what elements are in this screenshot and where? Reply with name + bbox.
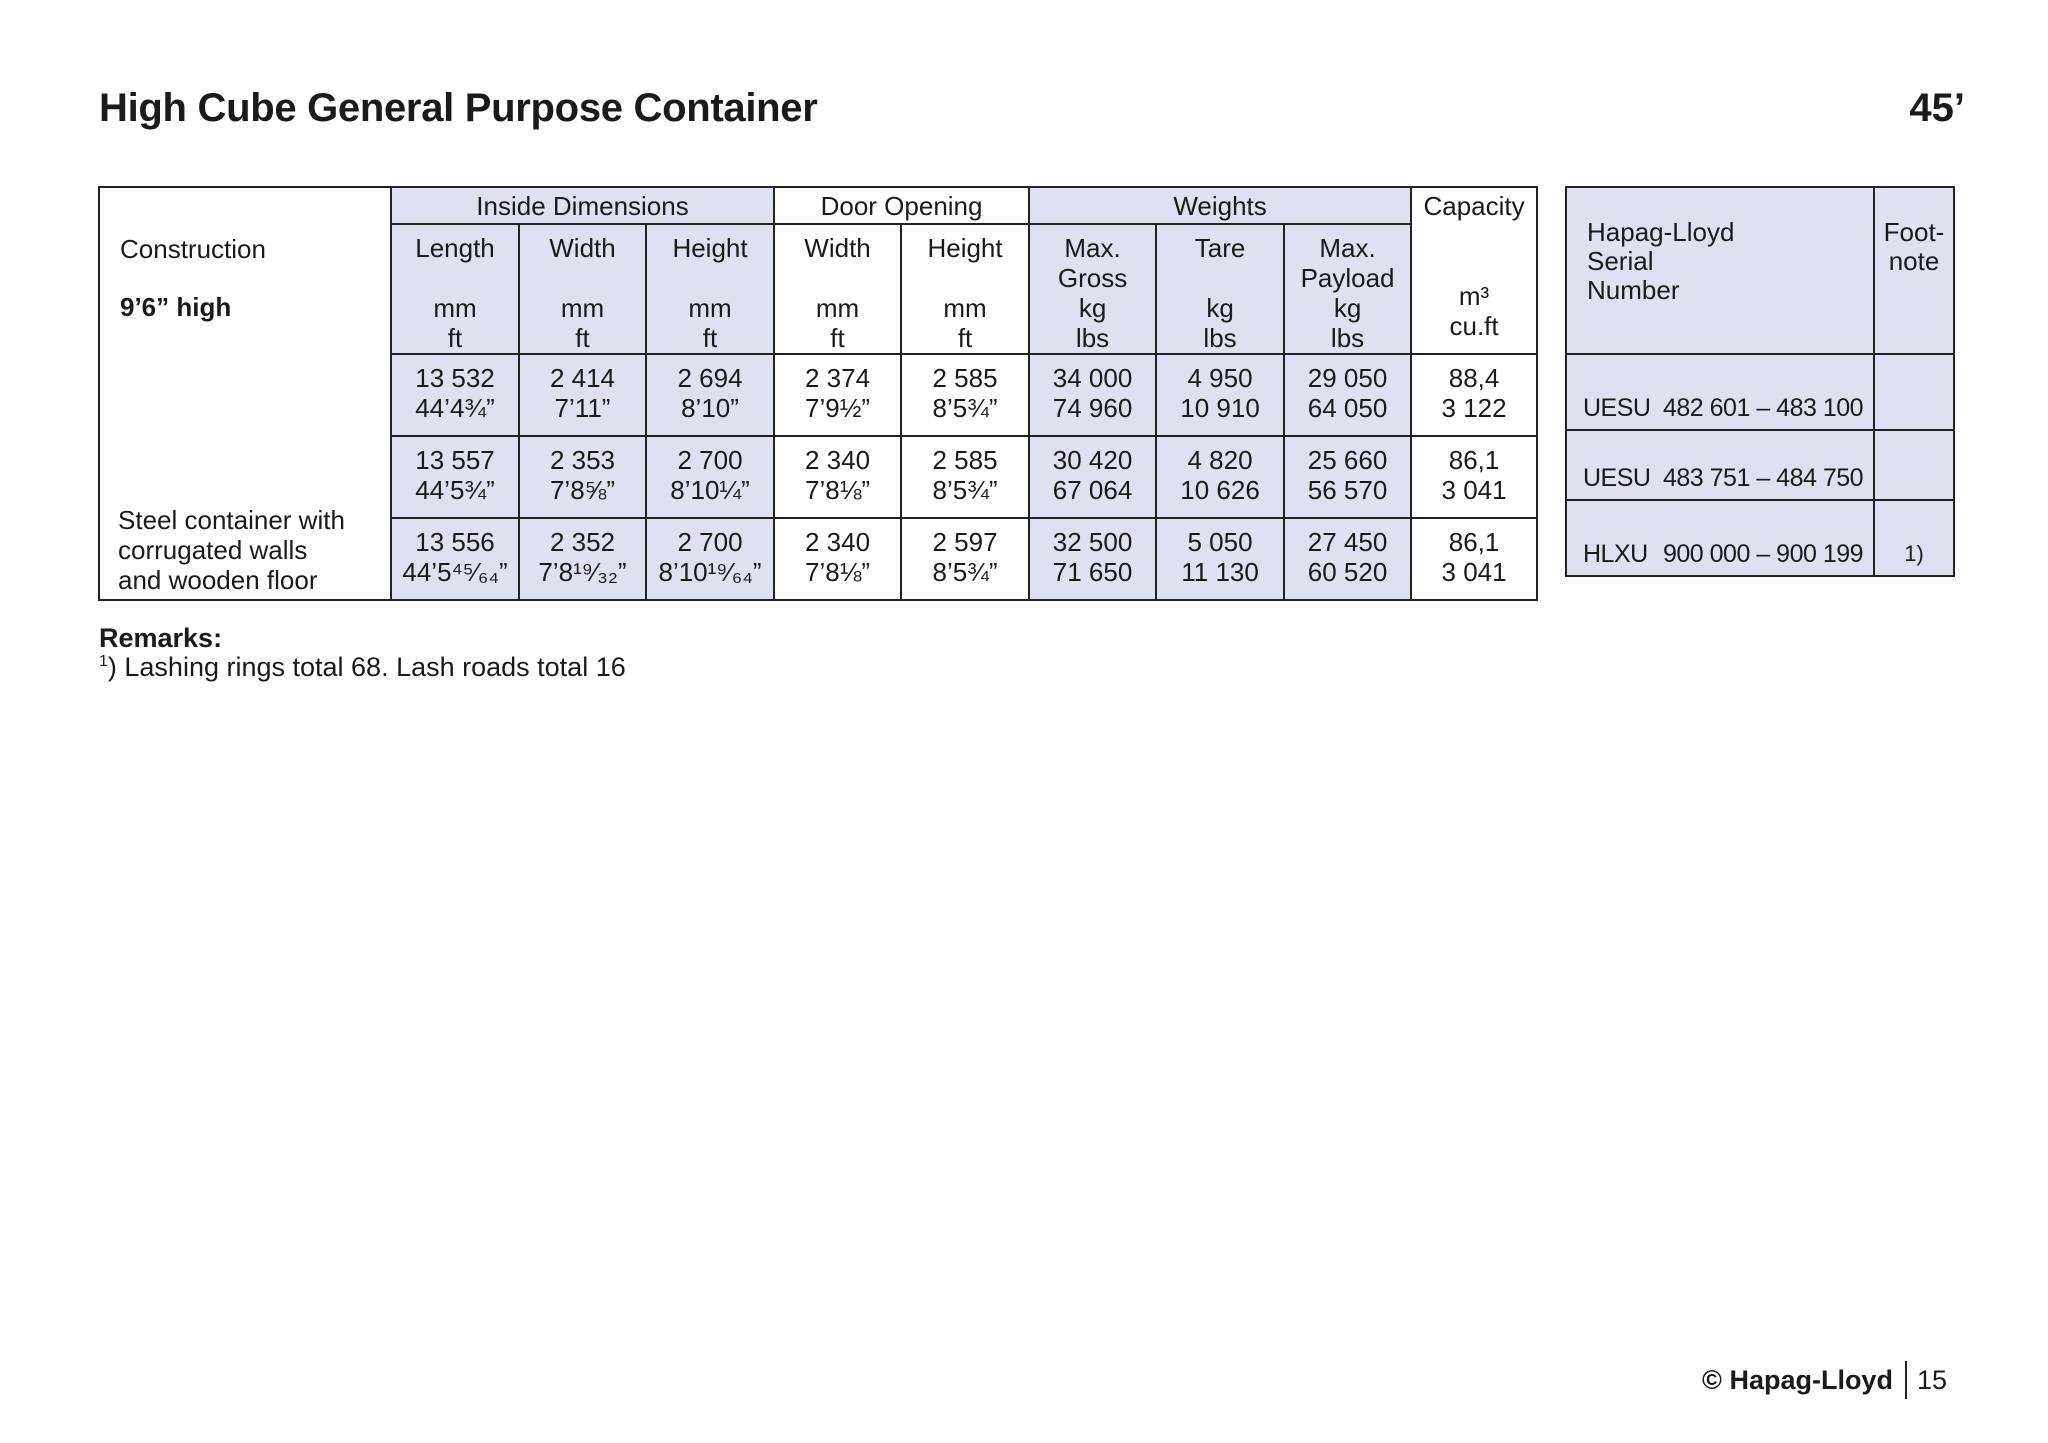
construction-description <box>118 505 345 595</box>
footnote-ref <box>1874 354 1954 430</box>
col-name: Max. <box>1064 233 1121 263</box>
unit-label: lbs <box>1330 323 1365 353</box>
col-name: Width <box>549 233 616 263</box>
cell-door-width: 2 374 7’9½” <box>774 354 901 436</box>
capacity-label: Capacity <box>1423 191 1525 221</box>
cell-width: 2 353 7’8⅝” <box>519 436 646 518</box>
footnote-ref <box>1874 430 1954 500</box>
cell-width: 2 352 7’8¹⁹⁄₃₂” <box>519 518 646 600</box>
footnote-header-line: note <box>1888 246 1940 276</box>
serial-number <box>1566 430 1874 500</box>
construction-line: corrugated walls <box>118 535 308 565</box>
cell-max-gross: 34 000 74 960 <box>1029 354 1156 436</box>
container-size: 45’ <box>1909 86 1965 130</box>
cell-door-height: 2 597 8’5¾” <box>901 518 1029 600</box>
group-weights: Weights <box>1029 187 1411 224</box>
unit-label: ft <box>957 323 973 353</box>
cell-max-payload: 25 660 56 570 <box>1284 436 1411 518</box>
footer-divider <box>1905 1361 1907 1399</box>
col-header-width <box>519 224 646 354</box>
page-number: 15 <box>1916 1364 1947 1395</box>
cell-capacity: 86,1 3 041 <box>1411 518 1537 600</box>
unit-label: lbs <box>1075 323 1110 353</box>
cell-tare: 4 820 10 626 <box>1156 436 1284 518</box>
cell-capacity: 88,4 3 122 <box>1411 354 1537 436</box>
cell-length: 13 557 44’5¾” <box>391 436 519 518</box>
serial-header-line: Number <box>1587 275 1680 305</box>
col-name: Height <box>672 233 748 263</box>
group-door-opening: Door Opening <box>774 187 1029 224</box>
cell-door-height: 2 585 8’5¾” <box>901 354 1029 436</box>
cell-length: 13 532 44’4¾” <box>391 354 519 436</box>
unit-label: kg <box>1078 293 1107 323</box>
construction-cell <box>99 187 391 600</box>
col-header-tare <box>1156 224 1284 354</box>
serial-number <box>1566 354 1874 430</box>
cell-capacity: 86,1 3 041 <box>1411 436 1537 518</box>
construction-line: and wooden floor <box>118 565 318 595</box>
cell-height: 2 694 8’10” <box>646 354 774 436</box>
cell-max-payload: 27 450 60 520 <box>1284 518 1411 600</box>
serial-range: 900 000 – 900 199 <box>1663 540 1864 568</box>
specs-table <box>98 186 1538 601</box>
serial-row <box>1566 500 1954 576</box>
col-name: Length <box>415 233 495 263</box>
serial-header-line: Hapag-Lloyd <box>1587 217 1735 247</box>
col-header-max-gross <box>1029 224 1156 354</box>
col-header-height <box>646 224 774 354</box>
cell-length: 13 556 44’5⁴⁵⁄₆₄” <box>391 518 519 600</box>
page-footer <box>1702 1361 1947 1399</box>
cell-max-gross: 32 500 71 650 <box>1029 518 1156 600</box>
serial-header-line: Serial <box>1587 246 1654 276</box>
unit-label: mm <box>688 293 732 323</box>
unit-label: cu.ft <box>1449 311 1499 341</box>
serial-row <box>1566 430 1954 500</box>
col-name: Tare <box>1194 233 1246 263</box>
note-text: ) Lashing rings total 68. Lash roads total 16 <box>107 652 626 682</box>
copyright-brand: © Hapag-Lloyd <box>1702 1364 1893 1395</box>
group-inside-dimensions: Inside Dimensions <box>391 187 774 224</box>
construction-line: Steel container with <box>118 505 345 535</box>
footnote-header-line: Foot- <box>1883 217 1945 247</box>
col-name: Gross <box>1057 263 1128 293</box>
unit-label: mm <box>943 293 987 323</box>
unit-label: ft <box>447 323 463 353</box>
serial-table <box>1565 186 1955 577</box>
unit-label: mm <box>560 293 605 323</box>
serial-prefix: UESU <box>1583 394 1651 422</box>
col-header-length <box>391 224 519 354</box>
unit-label: m³ <box>1458 281 1490 311</box>
group-capacity <box>1411 187 1537 354</box>
col-header-door-height <box>901 224 1029 354</box>
serial-prefix: UESU <box>1583 464 1651 492</box>
unit-label: kg <box>1333 293 1362 323</box>
remarks-heading: Remarks: <box>99 623 223 653</box>
cell-door-height: 2 585 8’5¾” <box>901 436 1029 518</box>
cell-door-width: 2 340 7’8⅛” <box>774 518 901 600</box>
serial-number <box>1566 500 1874 576</box>
serial-range: 482 601 – 483 100 <box>1663 394 1864 422</box>
cell-tare: 5 050 11 130 <box>1156 518 1284 600</box>
col-name: Height <box>927 233 1003 263</box>
unit-label: ft <box>575 323 590 353</box>
cell-height: 2 700 8’10¼” <box>646 436 774 518</box>
cell-max-gross: 30 420 67 064 <box>1029 436 1156 518</box>
serial-prefix: HLXU <box>1583 540 1648 568</box>
unit-label: ft <box>830 323 845 353</box>
unit-label: ft <box>702 323 718 353</box>
cell-width: 2 414 7’11” <box>519 354 646 436</box>
footnote-header <box>1874 187 1954 354</box>
remarks-note <box>99 652 626 683</box>
height-class: 9’6” high <box>120 292 232 322</box>
unit-label: mm <box>815 293 860 323</box>
unit-label: lbs <box>1203 323 1237 353</box>
serial-row <box>1566 354 1954 430</box>
cell-max-payload: 29 050 64 050 <box>1284 354 1411 436</box>
col-name: Width <box>804 233 871 263</box>
cell-door-width: 2 340 7’8⅛” <box>774 436 901 518</box>
cell-tare: 4 950 10 910 <box>1156 354 1284 436</box>
page-title: High Cube General Purpose Container <box>99 86 818 130</box>
unit-label: mm <box>433 293 477 323</box>
footnote-ref: 1) <box>1874 500 1954 576</box>
cell-height: 2 700 8’10¹⁹⁄₆₄” <box>646 518 774 600</box>
col-name: Max. <box>1319 233 1376 263</box>
note-marker: 1 <box>99 653 108 670</box>
col-header-door-width <box>774 224 901 354</box>
serial-range: 483 751 – 484 750 <box>1663 464 1864 492</box>
col-header-max-payload <box>1284 224 1411 354</box>
col-name: Payload <box>1300 263 1395 293</box>
unit-label: kg <box>1206 293 1234 323</box>
serial-header <box>1566 187 1874 354</box>
construction-label: Construction <box>120 234 266 264</box>
